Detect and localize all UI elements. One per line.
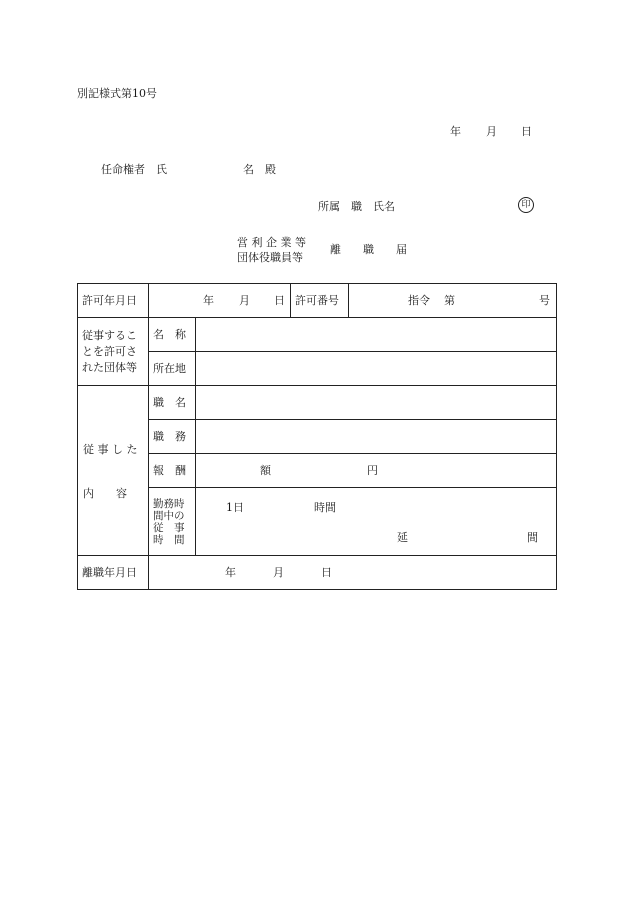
org-name-row <box>78 318 557 352</box>
permit-shirei: 指令 <box>408 294 430 307</box>
duty-hours-row <box>78 488 557 556</box>
date-month: 月 <box>486 125 497 138</box>
permit-month: 月 <box>239 294 250 307</box>
date-year: 年 <box>450 125 461 138</box>
duty-pay-field[interactable] <box>196 454 557 488</box>
org-address-field[interactable] <box>196 352 557 386</box>
duty-post-field[interactable] <box>196 386 557 420</box>
resign-date-field[interactable] <box>149 556 557 590</box>
org-section-label: 従事するこ とを許可さ れた団体等 <box>78 318 149 386</box>
permit-row <box>78 284 557 318</box>
permit-dai: 第 <box>444 294 455 307</box>
permit-number-field[interactable] <box>349 284 557 318</box>
resign-month: 月 <box>273 566 284 579</box>
hours-total-label: 延 <box>397 531 408 544</box>
permit-year: 年 <box>203 294 214 307</box>
resign-year: 年 <box>225 566 236 579</box>
org-name-field[interactable] <box>196 318 557 352</box>
resign-day: 日 <box>321 566 332 579</box>
duty-post-label: 職 名 <box>149 386 196 420</box>
pay-amount-label: 額 <box>260 464 271 477</box>
duty-label-bottom: 内 容 <box>83 487 127 500</box>
addressee-label: 任命権者 氏 <box>101 163 167 176</box>
duty-work-field[interactable] <box>196 420 557 454</box>
permit-day: 日 <box>274 294 285 307</box>
duty-work-label: 職 務 <box>149 420 196 454</box>
title-line1: 営 利 企 業 等 <box>237 236 306 249</box>
duty-pay-row <box>78 454 557 488</box>
duty-post-row <box>78 386 557 420</box>
org-name-label: 名 称 <box>149 318 196 352</box>
title-main: 離 職 届 <box>330 243 407 256</box>
title-line2: 団体役職員等 <box>237 251 303 264</box>
hours-total-unit: 間 <box>527 531 538 544</box>
org-address-label: 所在地 <box>149 352 196 386</box>
duty-label-top: 従 事 し た <box>83 443 138 456</box>
date-day: 日 <box>521 125 532 138</box>
applicant-label: 所属 職 氏名 <box>318 200 395 213</box>
duty-work-row <box>78 420 557 454</box>
permit-number-label: 許可番号 <box>291 284 349 318</box>
duty-pay-label: 報 酬 <box>149 454 196 488</box>
duty-hours-field[interactable] <box>196 488 557 556</box>
seal-mark: 印 <box>518 197 534 213</box>
permit-date-field[interactable] <box>149 284 291 318</box>
pay-yen-label: 円 <box>367 464 378 477</box>
addressee-name: 名 殿 <box>243 163 276 176</box>
hours-unit: 時間 <box>314 501 336 514</box>
permit-date-label: 許可年月日 <box>78 284 149 318</box>
form-number: 別記様式第10号 <box>77 87 157 100</box>
org-address-row <box>78 352 557 386</box>
duty-section-label <box>78 386 149 556</box>
hours-per-day: 1日 <box>226 501 244 514</box>
resign-date-row <box>78 556 557 590</box>
permit-go: 号 <box>539 294 550 307</box>
resignation-form-table <box>77 283 557 590</box>
duty-hours-label: 勤務時 間中の 従 事 時 間 <box>149 488 196 556</box>
resign-date-label: 離職年月日 <box>78 556 149 590</box>
